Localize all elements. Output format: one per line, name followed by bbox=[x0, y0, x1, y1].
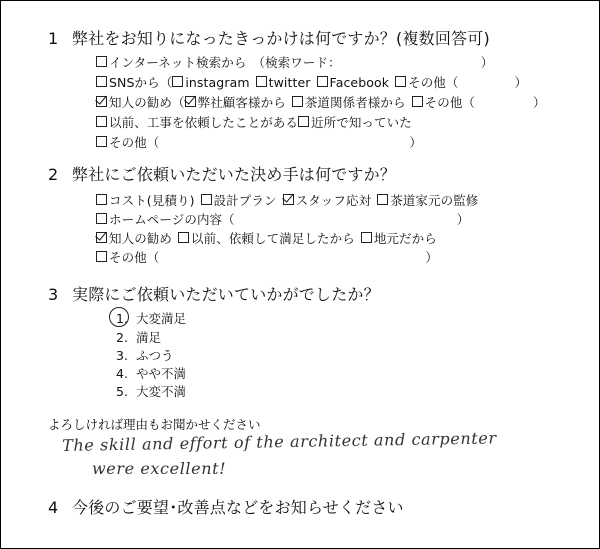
q1-option-referral-other: その他（ bbox=[424, 95, 476, 110]
q1-other-close: ） bbox=[409, 135, 423, 150]
rating-option-5[interactable] bbox=[116, 382, 186, 400]
rating-number: 5. bbox=[116, 384, 128, 399]
rating-option-4[interactable] bbox=[116, 364, 186, 382]
q2-checkbox-cost[interactable] bbox=[96, 194, 107, 205]
q1-row-4 bbox=[96, 113, 412, 131]
q1-option-instagram: instagram bbox=[185, 75, 250, 90]
q1-checkbox-existing-customer[interactable] bbox=[185, 96, 196, 107]
question-4-text: 今後のご要望･改善点などをお知らせください bbox=[72, 498, 404, 517]
q2-option-homepage: ホームページの内容（ bbox=[109, 212, 235, 227]
q1-option-neighborhood: 近所で知っていた bbox=[311, 115, 412, 130]
q2-row-1 bbox=[96, 191, 478, 209]
q2-option-design-plan: 設計プラン bbox=[213, 193, 277, 208]
q1-checkbox-internet-search[interactable] bbox=[96, 56, 107, 67]
q2-option-referral: 知人の勧め bbox=[109, 231, 173, 246]
q1-option-tea-ceremony: 茶道関係者様から bbox=[304, 95, 406, 110]
q1-option-referral: 知人の勧め（ bbox=[109, 95, 185, 110]
q1-referral-other-close: ） bbox=[533, 95, 546, 110]
q1-option-sns: SNSから（ bbox=[109, 75, 173, 90]
rating-number: 1. bbox=[116, 311, 128, 326]
q1-row-3 bbox=[96, 93, 546, 111]
q1-option-previous-work: 以前、工事を依頼したことがある bbox=[109, 115, 299, 130]
q2-checkbox-homepage[interactable] bbox=[96, 213, 107, 224]
q1-checkbox-referral-other[interactable] bbox=[412, 96, 423, 107]
q1-sns-other-close: ） bbox=[514, 75, 528, 90]
q2-other-close: ） bbox=[425, 250, 439, 265]
q1-row-2 bbox=[96, 73, 527, 91]
question-3-text: 実際にご依頼いただいていかがでしたか？ bbox=[72, 285, 380, 304]
q2-checkbox-referral[interactable] bbox=[96, 232, 107, 243]
question-4-number: 4 bbox=[48, 498, 59, 517]
q2-checkbox-satisfied-before[interactable] bbox=[178, 232, 189, 243]
reason-prompt: よろしければ理由もお聞かせください bbox=[48, 417, 261, 432]
q2-checkbox-local[interactable] bbox=[361, 232, 372, 243]
q1-row-1 bbox=[96, 53, 493, 71]
q1-option-sns-other: その他（ bbox=[408, 75, 459, 90]
q2-option-supervision: 茶道家元の監修 bbox=[390, 193, 479, 208]
question-2-title bbox=[48, 162, 396, 185]
question-4-title bbox=[48, 495, 404, 518]
q1-checkbox-previous-work[interactable] bbox=[96, 116, 107, 127]
q1-checkbox-twitter[interactable] bbox=[256, 76, 267, 87]
rating-label: 大変不満 bbox=[136, 384, 187, 399]
q1-checkbox-sns[interactable] bbox=[96, 76, 107, 87]
rating-label: 大変満足 bbox=[136, 311, 187, 326]
rating-label: ふつう bbox=[136, 348, 174, 363]
rating-option-3[interactable] bbox=[116, 346, 174, 364]
q2-checkbox-supervision[interactable] bbox=[377, 194, 388, 205]
question-1-title bbox=[48, 26, 490, 49]
handwritten-comment-line-1: The skill and effort of the architect and carpenter bbox=[62, 428, 497, 455]
q1-option-facebook: Facebook bbox=[329, 75, 390, 90]
q1-checkbox-sns-other[interactable] bbox=[395, 76, 406, 87]
question-3-number: 3 bbox=[48, 285, 59, 304]
rating-number: 2. bbox=[116, 330, 128, 345]
handwritten-comment-line-2: were excellent! bbox=[92, 459, 227, 478]
q1-row-5 bbox=[96, 133, 422, 151]
q1-search-word-close: ） bbox=[480, 55, 494, 70]
q1-search-word-label: （検索ワード： bbox=[252, 55, 341, 70]
q1-option-other: その他（ bbox=[109, 135, 160, 150]
q1-option-internet-search: インターネット検索から bbox=[109, 55, 247, 70]
q1-checkbox-instagram[interactable] bbox=[172, 76, 183, 87]
rating-number: 3. bbox=[116, 348, 128, 363]
q2-option-other: その他（ bbox=[109, 250, 160, 265]
q2-option-staff: スタッフ応対 bbox=[295, 193, 372, 208]
question-3-title bbox=[48, 282, 380, 305]
rating-number: 4. bbox=[116, 366, 128, 381]
q2-row-4 bbox=[96, 248, 438, 266]
rating-option-2[interactable] bbox=[116, 328, 161, 346]
q2-checkbox-staff[interactable] bbox=[283, 194, 294, 205]
q2-row-2 bbox=[96, 210, 469, 228]
q2-option-local: 地元だから bbox=[373, 231, 437, 246]
q2-row-3 bbox=[96, 229, 437, 247]
q1-option-twitter: twitter bbox=[268, 75, 311, 90]
q1-checkbox-facebook[interactable] bbox=[317, 76, 328, 87]
q2-option-satisfied-before: 以前、依頼して満足したから bbox=[191, 231, 355, 246]
question-2-number: 2 bbox=[48, 165, 59, 184]
q2-checkbox-other[interactable] bbox=[96, 251, 107, 262]
q1-option-existing-customer: 弊社顧客様から bbox=[197, 95, 286, 110]
q1-checkbox-tea-ceremony[interactable] bbox=[292, 96, 303, 107]
q2-option-cost: コスト(見積り) bbox=[109, 193, 195, 208]
q2-homepage-close: ） bbox=[456, 212, 470, 227]
question-1-text: 弊社をお知りになったきっかけは何ですか？(複数回答可) bbox=[72, 29, 490, 48]
q1-checkbox-neighborhood[interactable] bbox=[298, 116, 309, 127]
rating-label: 満足 bbox=[136, 330, 162, 345]
q1-checkbox-referral[interactable] bbox=[96, 96, 107, 107]
rating-label: やや不満 bbox=[136, 366, 187, 381]
question-2-text: 弊社にご依頼いただいた決め手は何ですか？ bbox=[72, 165, 397, 184]
question-1-number: 1 bbox=[48, 29, 59, 48]
rating-option-1[interactable] bbox=[116, 309, 186, 327]
q1-checkbox-other[interactable] bbox=[96, 136, 107, 147]
q2-checkbox-design-plan[interactable] bbox=[201, 194, 212, 205]
